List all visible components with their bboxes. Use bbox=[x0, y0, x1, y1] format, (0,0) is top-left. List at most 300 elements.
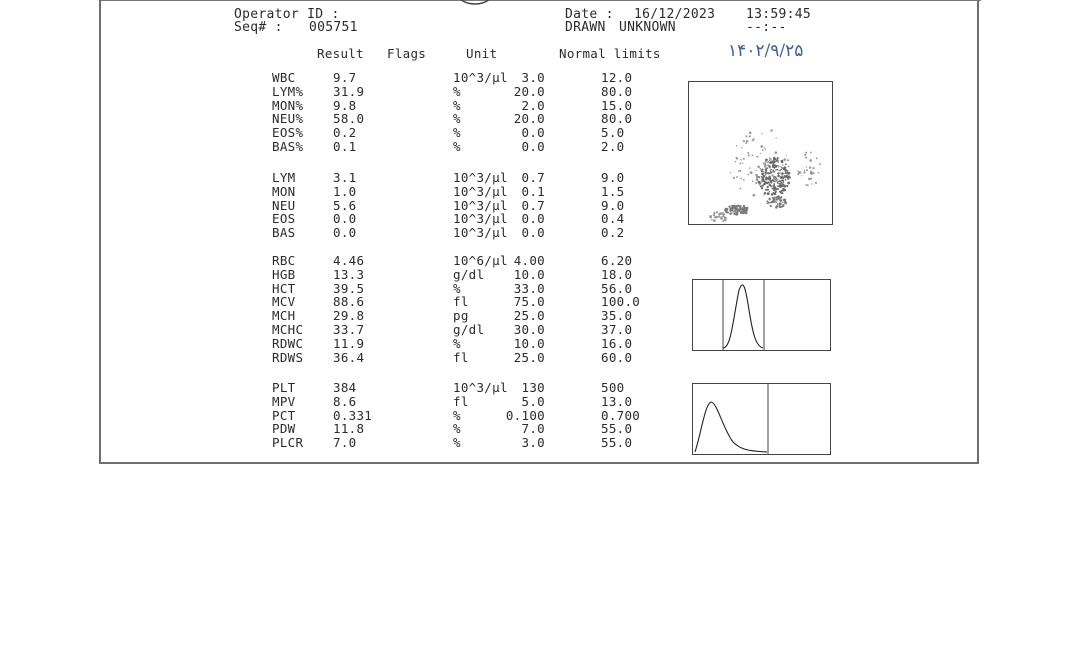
row-name: EOS% bbox=[272, 125, 304, 141]
scatter-dot bbox=[724, 219, 726, 221]
row-high: 15.0 bbox=[601, 97, 633, 113]
scatter-dot bbox=[805, 152, 807, 154]
scatter-dot bbox=[783, 158, 786, 161]
row-result: 9.8 bbox=[333, 97, 357, 113]
scatter-dot bbox=[777, 157, 778, 158]
row-low: 3.0 bbox=[521, 435, 545, 451]
scatter-dot bbox=[776, 202, 778, 204]
row-unit: % bbox=[453, 435, 461, 451]
row-result: 33.7 bbox=[333, 322, 365, 337]
scatter-dot bbox=[769, 191, 770, 192]
drawn-value: UNKNOWN bbox=[619, 20, 676, 35]
scatter-dot bbox=[743, 179, 745, 181]
row-name: PLT bbox=[272, 380, 296, 395]
scatter-dot bbox=[778, 161, 780, 163]
scatter-dot bbox=[778, 170, 779, 171]
row-high: 16.0 bbox=[601, 335, 633, 351]
scatter-dot bbox=[776, 169, 778, 171]
row-low: 25.0 bbox=[513, 349, 545, 365]
scatter-dot bbox=[760, 153, 761, 154]
col-flags: Flags bbox=[387, 46, 427, 61]
scatter-dot bbox=[743, 158, 745, 160]
scatter-dot bbox=[765, 178, 767, 180]
scatter-dot bbox=[739, 162, 741, 164]
row-high: 2.0 bbox=[601, 139, 625, 154]
row-unit: % bbox=[453, 83, 461, 99]
row-low: 3.0 bbox=[521, 70, 545, 85]
scatter-dot bbox=[783, 167, 785, 169]
scatter-dot bbox=[772, 165, 773, 166]
row-result: 0.2 bbox=[333, 125, 357, 141]
scatter-dot bbox=[761, 178, 763, 180]
scatter-dot bbox=[799, 171, 802, 174]
scatter-dot bbox=[780, 200, 782, 202]
row-low: 5.0 bbox=[521, 393, 545, 409]
scatter-dot bbox=[713, 212, 715, 214]
scatter-dot bbox=[770, 169, 772, 171]
scatter-dot bbox=[741, 147, 742, 148]
scatter-dot bbox=[778, 196, 779, 197]
scatter-dot bbox=[769, 197, 771, 199]
rbc-histogram-curve-icon bbox=[693, 280, 830, 350]
scatter-dot bbox=[752, 140, 754, 142]
wbc-scatter-plot bbox=[688, 81, 833, 225]
col-result: Result bbox=[317, 46, 364, 61]
row-unit: % bbox=[453, 125, 461, 141]
row-result: 39.5 bbox=[333, 280, 365, 296]
scatter-dot bbox=[816, 157, 818, 159]
scatter-dot bbox=[765, 159, 768, 162]
scatter-dot bbox=[767, 164, 768, 165]
scatter-dot bbox=[783, 189, 785, 191]
scatter-dot bbox=[763, 162, 766, 165]
row-name: NEU% bbox=[272, 111, 304, 127]
scatter-dot bbox=[745, 212, 748, 215]
row-name: BAS bbox=[272, 225, 296, 241]
scatter-dot bbox=[806, 166, 807, 167]
scatter-dot bbox=[777, 165, 779, 167]
scatter-dot bbox=[767, 162, 768, 163]
date-label: Date : bbox=[565, 7, 614, 22]
scatter-dot bbox=[806, 169, 808, 171]
scatter-dot bbox=[781, 203, 782, 204]
scatter-dot bbox=[753, 194, 756, 197]
scatter-dot bbox=[805, 157, 807, 159]
scatter-dot bbox=[747, 174, 749, 176]
scatter-dot bbox=[811, 183, 812, 184]
scatter-dot bbox=[774, 193, 776, 195]
row-result: 0.0 bbox=[333, 211, 357, 227]
scatter-dot bbox=[777, 185, 779, 187]
scatter-dot bbox=[755, 182, 757, 184]
scatter-dot bbox=[761, 173, 764, 176]
scatter-dot bbox=[735, 161, 737, 163]
scatter-dot bbox=[748, 154, 750, 156]
scatter-dot bbox=[762, 175, 764, 177]
row-unit: 10^3/µl bbox=[453, 170, 508, 185]
scatter-dot bbox=[815, 182, 817, 184]
row-low: 33.0 bbox=[513, 280, 545, 296]
row-result: 36.4 bbox=[333, 349, 365, 365]
row-high: 37.0 bbox=[601, 322, 633, 337]
row-name: PLCR bbox=[272, 435, 304, 451]
row-low: 0.0 bbox=[521, 139, 545, 154]
row-result: 88.6 bbox=[333, 294, 365, 310]
row-result: 58.0 bbox=[333, 111, 365, 127]
row-unit: 10^3/µl bbox=[453, 183, 508, 199]
scatter-dot bbox=[766, 200, 768, 202]
scatter-dot bbox=[746, 140, 749, 143]
scatter-dot bbox=[781, 206, 783, 208]
row-unit: 10^3/µl bbox=[453, 380, 508, 395]
scatter-dot bbox=[779, 176, 781, 178]
operator-label: Operator ID : bbox=[234, 7, 340, 22]
row-low: 20.0 bbox=[513, 111, 545, 127]
row-result: 7.0 bbox=[333, 435, 357, 451]
scatter-dot bbox=[767, 201, 769, 203]
scatter-dot bbox=[772, 179, 773, 180]
scatter-dot bbox=[735, 212, 736, 213]
row-unit: 10^3/µl bbox=[453, 225, 508, 241]
row-name: LYM% bbox=[272, 83, 304, 99]
row-unit: % bbox=[453, 335, 461, 351]
row-high: 18.0 bbox=[601, 266, 633, 282]
scatter-dot bbox=[756, 178, 759, 181]
scatter-dot bbox=[819, 163, 821, 165]
cbc-report-page bbox=[99, 0, 979, 464]
scatter-dot bbox=[749, 167, 751, 169]
row-name: BAS% bbox=[272, 139, 304, 154]
scatter-dot bbox=[764, 165, 767, 168]
row-name: NEU bbox=[272, 197, 296, 213]
scatter-dot bbox=[771, 174, 773, 176]
scatter-dot bbox=[812, 167, 814, 169]
row-result: 5.6 bbox=[333, 197, 357, 213]
scatter-dot bbox=[772, 197, 774, 199]
scatter-dot bbox=[789, 176, 791, 178]
row-high: 5.0 bbox=[601, 125, 625, 141]
drawn-label: DRAWN bbox=[565, 20, 606, 35]
scatter-dot bbox=[779, 191, 781, 193]
plt-histogram bbox=[692, 383, 831, 455]
row-result: 0.0 bbox=[333, 225, 357, 241]
row-result: 13.3 bbox=[333, 266, 365, 282]
scatter-dot bbox=[757, 166, 760, 169]
scatter-dot bbox=[781, 180, 783, 182]
row-low: 0.100 bbox=[505, 407, 545, 423]
row-unit: % bbox=[453, 97, 461, 113]
scatter-dot bbox=[784, 176, 786, 178]
scatter-dot bbox=[737, 214, 738, 215]
scatter-dot bbox=[786, 175, 787, 176]
row-unit: 10^6/µl bbox=[453, 253, 508, 268]
scatter-dot bbox=[783, 199, 786, 202]
scatter-dot bbox=[733, 206, 735, 208]
row-high: 1.5 bbox=[601, 183, 625, 199]
scatter-dot bbox=[767, 192, 770, 195]
row-high: 60.0 bbox=[601, 349, 633, 365]
scatter-dot bbox=[774, 151, 777, 154]
scatter-dot bbox=[740, 178, 742, 180]
scatter-dot bbox=[711, 219, 713, 221]
top-border-line bbox=[101, 0, 981, 1]
scatter-dot bbox=[797, 170, 798, 171]
scatter-dot bbox=[785, 163, 787, 165]
seq-label: Seq# : bbox=[234, 20, 283, 35]
scatter-dot bbox=[787, 185, 789, 187]
scatter-dot bbox=[810, 152, 812, 154]
scatter-dot bbox=[747, 207, 748, 208]
row-result: 3.1 bbox=[333, 170, 357, 185]
scatter-dot bbox=[777, 181, 778, 182]
row-low: 0.0 bbox=[521, 125, 545, 141]
scatter-dot bbox=[818, 172, 820, 174]
scatter-dot bbox=[809, 166, 811, 168]
scatter-dot bbox=[733, 177, 735, 179]
row-name: EOS bbox=[272, 211, 296, 227]
scatter-dot bbox=[769, 177, 770, 178]
scatter-dot bbox=[770, 205, 772, 207]
row-low: 130 bbox=[521, 380, 545, 395]
scatter-dot bbox=[773, 187, 776, 190]
scatter-dot bbox=[787, 159, 789, 161]
row-high: 35.0 bbox=[601, 308, 633, 324]
row-low: 4.00 bbox=[513, 253, 545, 268]
scatter-dot bbox=[723, 220, 724, 221]
row-unit: % bbox=[453, 111, 461, 127]
scatter-dot bbox=[781, 161, 783, 163]
row-low: 0.7 bbox=[521, 197, 545, 213]
scatter-dot bbox=[773, 171, 775, 173]
scatter-dot bbox=[770, 170, 772, 172]
scatter-dot bbox=[768, 161, 769, 162]
row-high: 6.20 bbox=[601, 253, 633, 268]
scatter-dot bbox=[761, 181, 763, 183]
scatter-dot bbox=[786, 155, 787, 156]
scatter-dot bbox=[742, 211, 745, 214]
scatter-dot bbox=[778, 173, 780, 175]
scatter-dot bbox=[767, 167, 769, 169]
scatter-dot bbox=[744, 209, 745, 210]
row-high: 0.4 bbox=[601, 211, 625, 227]
row-low: 25.0 bbox=[513, 308, 545, 324]
scatter-dot bbox=[743, 140, 745, 142]
plt-histogram-curve-icon bbox=[693, 384, 830, 454]
row-result: 8.6 bbox=[333, 393, 357, 409]
row-low: 75.0 bbox=[513, 294, 545, 310]
scatter-dot bbox=[780, 169, 782, 171]
scatter-dot bbox=[745, 142, 747, 144]
scatter-dot bbox=[750, 171, 753, 174]
scatter-dot bbox=[769, 162, 770, 163]
stamp-arc-icon bbox=[451, 0, 501, 6]
rbc-histogram bbox=[692, 279, 831, 351]
row-name: MPV bbox=[272, 393, 296, 409]
scatter-dot bbox=[775, 137, 776, 138]
scatter-dot bbox=[780, 184, 782, 186]
scatter-dot bbox=[711, 217, 712, 218]
row-result: 11.9 bbox=[333, 335, 365, 351]
scatter-dot bbox=[774, 158, 776, 160]
row-high: 80.0 bbox=[601, 83, 633, 99]
scatter-dot bbox=[780, 166, 781, 167]
scatter-dot bbox=[714, 217, 715, 218]
scatter-dot bbox=[761, 187, 763, 189]
row-high: 500 bbox=[601, 380, 625, 395]
seq-value: 005751 bbox=[309, 20, 358, 35]
row-result: 1.0 bbox=[333, 183, 357, 199]
scatter-dot bbox=[755, 174, 758, 177]
scatter-dot bbox=[804, 154, 806, 156]
scatter-dot bbox=[747, 152, 749, 154]
scatter-dot bbox=[739, 205, 742, 208]
scatter-dot bbox=[745, 207, 746, 208]
scatter-dot bbox=[809, 159, 812, 162]
scatter-dot bbox=[770, 158, 772, 160]
scatter-dot bbox=[761, 133, 762, 134]
scatter-dot bbox=[761, 176, 762, 177]
row-result: 31.9 bbox=[333, 83, 365, 99]
row-unit: pg bbox=[453, 308, 469, 324]
row-high: 0.2 bbox=[601, 225, 625, 241]
scatter-dot bbox=[775, 179, 778, 182]
scatter-dot bbox=[770, 129, 772, 131]
scatter-dot bbox=[736, 205, 738, 207]
scatter-dot bbox=[717, 216, 719, 218]
row-name: HCT bbox=[272, 280, 296, 296]
scatter-dot bbox=[752, 154, 754, 156]
row-result: 0.1 bbox=[333, 139, 357, 154]
scatter-dot bbox=[763, 171, 764, 172]
scatter-dot bbox=[720, 216, 723, 219]
row-unit: % bbox=[453, 421, 461, 437]
row-unit: fl bbox=[453, 393, 469, 409]
scatter-dot bbox=[756, 156, 758, 158]
drawn-time: --:-- bbox=[746, 20, 787, 35]
scatter-dot bbox=[766, 172, 767, 173]
row-name: PCT bbox=[272, 407, 296, 423]
scatter-dot bbox=[735, 208, 738, 211]
row-low: 30.0 bbox=[513, 322, 545, 337]
scatter-dot bbox=[760, 185, 762, 187]
row-result: 9.7 bbox=[333, 70, 357, 85]
row-result: 4.46 bbox=[333, 253, 365, 268]
scatter-dot bbox=[764, 147, 765, 148]
row-unit: 10^3/µl bbox=[453, 211, 508, 227]
row-name: LYM bbox=[272, 170, 296, 185]
row-name: MCHC bbox=[272, 322, 304, 337]
scatter-dot bbox=[787, 182, 790, 185]
row-high: 55.0 bbox=[601, 421, 633, 437]
row-result: 384 bbox=[333, 380, 357, 395]
row-high: 55.0 bbox=[601, 435, 633, 451]
scatter-dot bbox=[772, 185, 774, 187]
scatter-dot bbox=[765, 148, 766, 149]
scatter-dot bbox=[785, 171, 786, 172]
row-name: MCH bbox=[272, 308, 296, 324]
row-high: 13.0 bbox=[601, 393, 633, 409]
scatter-dot bbox=[798, 173, 800, 175]
scatter-dot bbox=[807, 184, 809, 186]
scatter-dot bbox=[719, 212, 722, 215]
row-result: 29.8 bbox=[333, 308, 365, 324]
scatter-dot bbox=[801, 175, 802, 176]
scatter-dot bbox=[776, 198, 778, 200]
row-unit: % bbox=[453, 139, 461, 154]
row-name: RBC bbox=[272, 253, 296, 268]
scatter-dot bbox=[805, 184, 807, 186]
row-name: MON bbox=[272, 183, 296, 199]
scatter-dot bbox=[713, 219, 716, 222]
scatter-dot bbox=[788, 172, 790, 174]
scatter-dot bbox=[784, 186, 786, 188]
scatter-dot bbox=[773, 181, 775, 183]
scatter-dot bbox=[729, 213, 731, 215]
scatter-dot bbox=[725, 211, 727, 213]
row-name: RDWS bbox=[272, 349, 304, 365]
row-unit: % bbox=[453, 280, 461, 296]
scatter-dot bbox=[759, 181, 760, 182]
scatter-dot bbox=[783, 182, 784, 183]
scatter-dot bbox=[779, 206, 781, 208]
scatter-dot bbox=[781, 172, 784, 175]
scatter-dot bbox=[767, 186, 769, 188]
row-name: WBC bbox=[272, 70, 296, 85]
scatter-dot bbox=[738, 170, 740, 172]
scatter-dot bbox=[775, 189, 776, 190]
row-low: 10.0 bbox=[513, 335, 545, 351]
row-result: 11.8 bbox=[333, 421, 365, 437]
row-name: RDWC bbox=[272, 335, 304, 351]
scatter-dot bbox=[764, 192, 767, 195]
row-high: 0.700 bbox=[601, 407, 641, 423]
row-name: PDW bbox=[272, 421, 296, 437]
scatter-dot bbox=[770, 201, 772, 203]
scatter-dot bbox=[775, 191, 777, 193]
scatter-dot bbox=[787, 178, 789, 180]
handwritten-date: ۱۴۰۲/۹/۲۵ bbox=[728, 41, 804, 61]
scatter-dot bbox=[770, 181, 772, 183]
scatter-dot bbox=[743, 205, 745, 207]
scatter-dot bbox=[752, 180, 754, 182]
row-low: 0.0 bbox=[521, 225, 545, 241]
row-unit: fl bbox=[453, 294, 469, 310]
row-unit: g/dl bbox=[453, 322, 485, 337]
scatter-dot bbox=[742, 163, 743, 164]
row-low: 0.0 bbox=[521, 211, 545, 227]
row-unit: 10^3/µl bbox=[453, 70, 508, 85]
scatter-dot bbox=[774, 164, 776, 166]
scatter-dot bbox=[740, 188, 742, 190]
scatter-dot bbox=[713, 214, 715, 216]
scatter-dot bbox=[765, 189, 767, 191]
scatter-dot bbox=[736, 145, 738, 147]
scatter-dot bbox=[761, 169, 763, 171]
scatter-dot bbox=[784, 169, 787, 172]
scatter-dot bbox=[779, 172, 781, 174]
scatter-dot bbox=[749, 132, 752, 135]
scatter-dot bbox=[728, 206, 730, 208]
scatter-dot bbox=[777, 197, 778, 198]
scatter-dot bbox=[736, 176, 738, 178]
scatter-dot bbox=[804, 170, 806, 172]
scatter-dot bbox=[808, 178, 809, 179]
row-low: 10.0 bbox=[513, 266, 545, 282]
col-normal-limits: Normal limits bbox=[559, 46, 661, 61]
row-unit: fl bbox=[453, 349, 469, 365]
scatter-dot bbox=[716, 211, 718, 213]
scatter-dot bbox=[740, 159, 742, 161]
